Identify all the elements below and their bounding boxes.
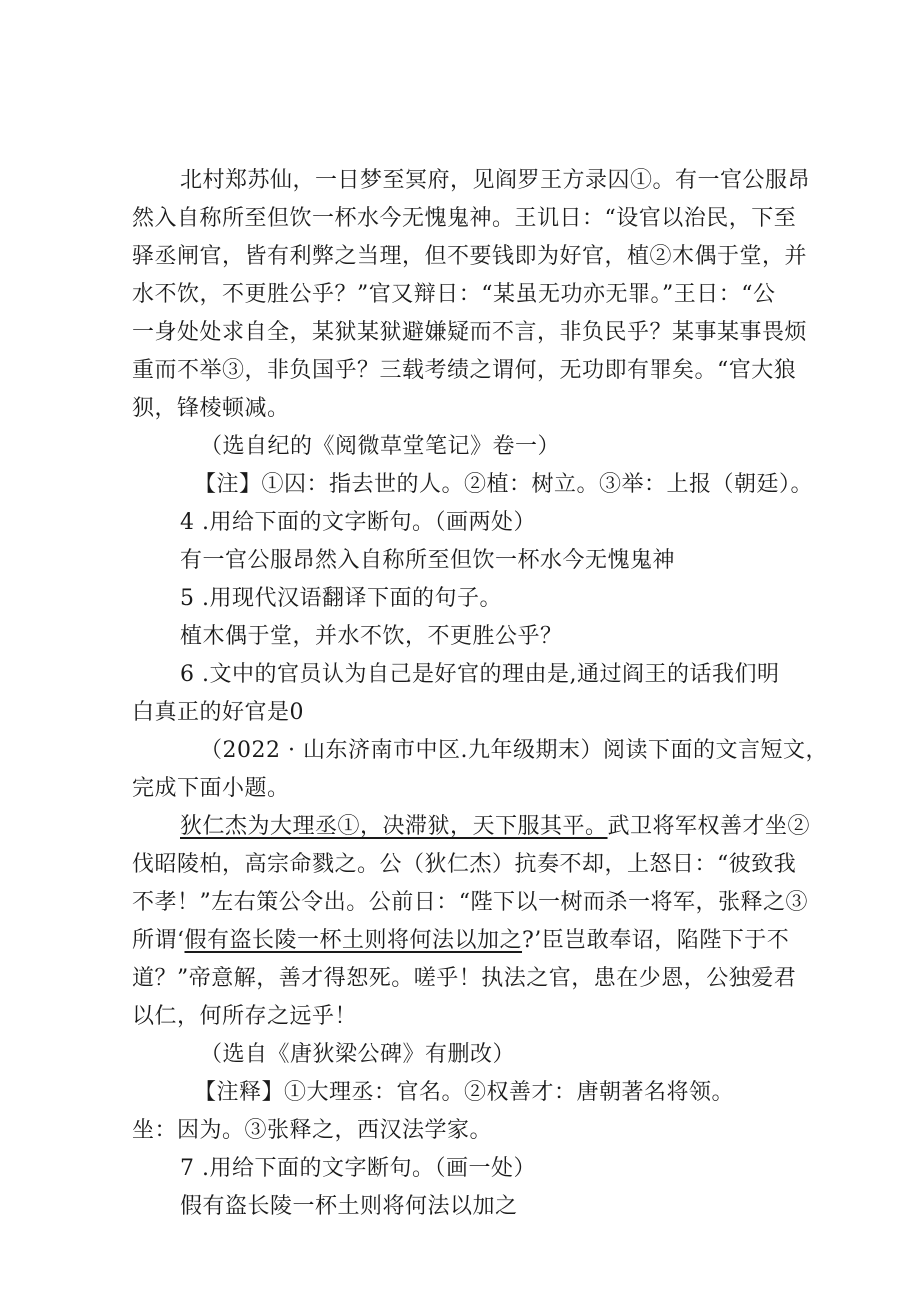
underlined-sentence-2: 假有盗长陵一杯土则将何法以加之	[184, 928, 523, 953]
passage2-line-2: 伐昭陵柏，高宗命戮之。公（狄仁杰）抗奏不却，上怒日：“彼致我	[132, 852, 797, 877]
question-5-text: 植木偶于堂，并水不饮，不更胜公乎？	[180, 624, 563, 649]
passage2-note-line-1: 【注释】①大理丞：官名。②权善才：唐朝著名将领。	[194, 1080, 735, 1105]
passage1-line-6: 重而不举③，非负国乎？三载考绩之谓何，无功即有罪矣。“官大狼	[132, 358, 797, 383]
passage2-line-6: 以仁，何所存之远乎！	[132, 1004, 358, 1029]
passage1-line-7: 狈，锋棱顿减。	[132, 396, 290, 421]
passage1-line-3: 驿丞闸官，皆有利弊之当理，但不要钱即为好官，植②木偶于堂，并	[132, 244, 808, 269]
question-6-prompt-line-2: 白真正的好官是0	[132, 700, 304, 725]
passage2-line-4-post: ?’臣岂敢奉诏，陷陛下于不	[522, 928, 790, 953]
passage2-line-1-rest: 武卫将军权善才坐②	[607, 814, 811, 839]
passage2-note-line-2: 坐：因为。③张释之，西汉法学家。	[132, 1118, 493, 1143]
passage1-line-4: 水不饮，不更胜公乎？”官又辩日：“某虽无功亦无罪。”王日：“公	[132, 282, 776, 307]
passage2-source: （选自《唐狄梁公碑》有删改）	[200, 1042, 516, 1067]
passage2-line-1	[180, 810, 810, 844]
passage2-line-4	[132, 924, 789, 958]
passage2-line-3: 不孝！”左右策公令出。公前日：“陛下以一树而杀一将军，张释之③	[132, 890, 808, 915]
passage1-line-1: 北村郑苏仙，一日梦至冥府，见阎罗王方录囚①。有一官公服昂	[180, 168, 811, 193]
exam-source-intro-line-2: 完成下面小题。	[132, 776, 290, 801]
question-6-prompt-line-1: 6 .文中的官员认为自己是好官的理由是,通过阎王的话我们明	[180, 662, 780, 687]
passage1-line-2: 然入自称所至但饮一杯水今无愧鬼神。王讥日：“设官以治民，下至	[132, 206, 797, 231]
passage2-line-5: 道？”帝意解，善才得恕死。嗟乎！执法之官，患在少恩，公独爱君	[132, 966, 797, 991]
passage1-note: 【注】①囚：指去世的人。②植：树立。③举：上报（朝廷）。	[194, 472, 814, 497]
question-4-prompt: 4 .用给下面的文字断句。（画两处）	[180, 510, 536, 535]
passage2-line-4-pre: 所谓‘	[132, 928, 185, 953]
question-7-prompt: 7 .用给下面的文字断句。（画一处）	[180, 1156, 536, 1181]
question-5-prompt: 5 .用现代汉语翻译下面的句子。	[180, 586, 502, 611]
question-4-text: 有一官公服昂然入自称所至但饮一杯水今无愧鬼神	[180, 548, 676, 573]
passage1-line-5: 一身处处求自全，某狱某狱避嫌疑而不言，非负民乎？某事某事畏烦	[132, 320, 808, 345]
question-7-text: 假有盗长陵一杯土则将何法以加之	[180, 1194, 518, 1219]
exam-source-intro-line-1: （2022 · 山东济南市中区.九年级期末）阅读下面的文言短文，	[200, 738, 828, 763]
underlined-sentence-1: 狄仁杰为大理丞①，决滞狱，天下服其平。	[180, 814, 608, 839]
passage1-source: （选自纪的《阅微草堂笔记》卷一）	[200, 434, 561, 459]
